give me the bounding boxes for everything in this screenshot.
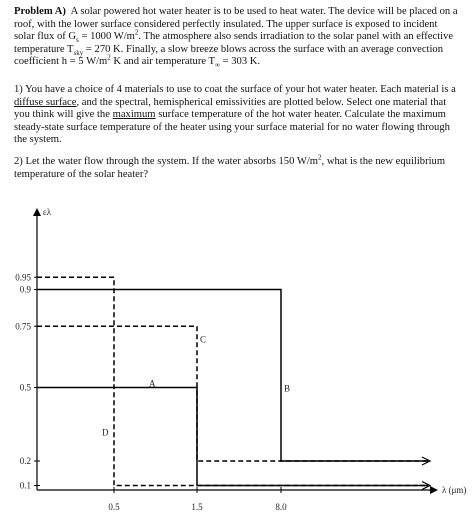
intro-text-1: A solar powered hot water heater is to be used to heat water. The device will be placed on a roof, with the lower surface considered perfectly insulated. The upper surface is exposed to incident solar flux of G bbox=[14, 6, 458, 43]
q1-diffuse: diffuse surface bbox=[14, 96, 77, 108]
series-A-line bbox=[37, 388, 428, 486]
y-tick-label-0.1: 0.1 bbox=[19, 480, 31, 491]
q2-text-b: , what is the new equilibrium temperature of the solar heater? bbox=[14, 156, 446, 180]
series-label-B: B bbox=[284, 383, 291, 394]
x-tick-label-8.0: 8.0 bbox=[275, 502, 287, 512]
intro-text-2: . The atmosphere also sends irradiation to the solar panel with an effective temperature T bbox=[14, 31, 454, 55]
series-label-D: D bbox=[102, 427, 109, 438]
Tinf-subscript: ∞ bbox=[214, 61, 220, 70]
problem-heading: Problem A) bbox=[14, 6, 66, 17]
intro-text-3: = 270 K. Finally, a slow breeze blows across the surface with an average convection coefficient h = 5 W/m bbox=[14, 43, 444, 68]
y-tick-label-0.9: 0.9 bbox=[19, 284, 31, 295]
series-D-line bbox=[37, 277, 428, 485]
y-tick-label-0.5: 0.5 bbox=[19, 382, 31, 393]
y-tick-label-0.75: 0.75 bbox=[15, 321, 31, 332]
series-label-C: C bbox=[200, 334, 207, 345]
q1-text-b: , and the spectral, hemispherical emissivities are plotted below. Select one material that you think will give the bbox=[14, 96, 447, 121]
series-label-A: A bbox=[149, 378, 156, 389]
x-tick-label-0.5: 0.5 bbox=[108, 502, 120, 512]
q2-text-a: 2) Let the water flow through the system. If the water absorbs 150 W/m bbox=[14, 156, 319, 167]
y-tick-label-0.95: 0.95 bbox=[15, 272, 31, 283]
squared-sup-3: 2 bbox=[318, 153, 322, 162]
G-subscript: s bbox=[76, 36, 79, 45]
intro-text-4: K and air temperature T bbox=[110, 56, 215, 68]
intro-text-G: = 1000 W/m bbox=[78, 31, 135, 43]
squared-sup-2: 2 bbox=[107, 53, 111, 62]
x-axis-label: λ (μm) bbox=[442, 485, 467, 495]
q1-text-c: surface temperature of the hot water heater. Calculate the maximum steady-state surface temperature of the heater using your surface material for no water flowing through the system. bbox=[14, 109, 450, 146]
series-B-line bbox=[37, 290, 428, 462]
q1-text-a: 1) You have a choice of 4 materials to use to coat the surface of your hot water heater. Each material is a bbox=[14, 84, 456, 95]
intro-text-5: = 303 K. bbox=[219, 56, 261, 68]
y-axis-label: ελ bbox=[42, 207, 52, 217]
squared-sup-1: 2 bbox=[134, 28, 139, 37]
y-axis-arrow bbox=[33, 208, 41, 216]
x-tick-label-1.5: 1.5 bbox=[191, 502, 203, 512]
series-C-line bbox=[37, 326, 428, 461]
Tsky-subscript: sky bbox=[73, 48, 84, 57]
y-tick-label-0.2: 0.2 bbox=[19, 456, 31, 466]
x-axis-arrow bbox=[430, 486, 438, 494]
q1-maximum: maximum bbox=[112, 109, 156, 121]
